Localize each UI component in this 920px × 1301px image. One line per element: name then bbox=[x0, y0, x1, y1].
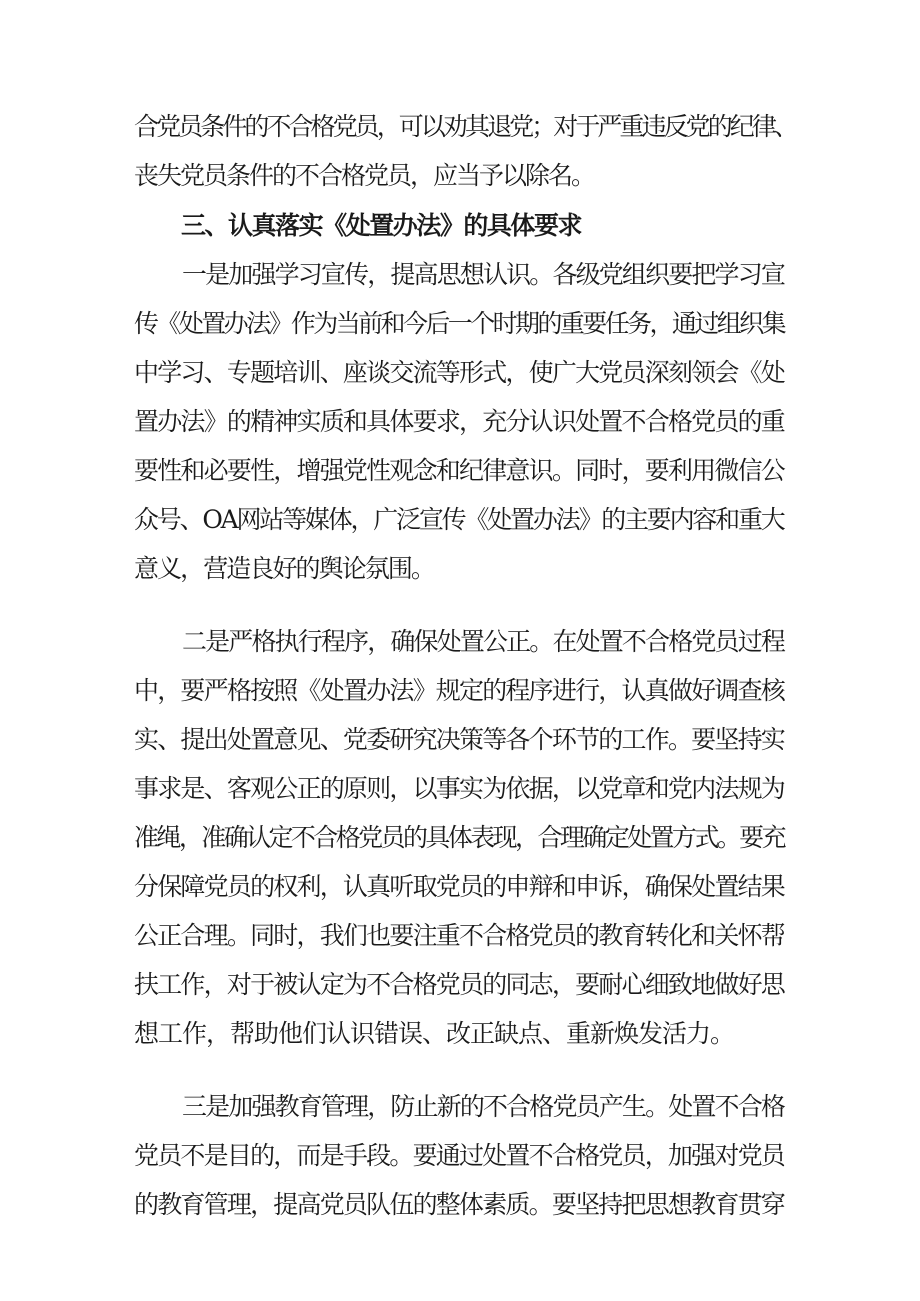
body-line: 众号、OA网站等媒体，广泛宣传《处置办法》的主要内容和重大 bbox=[134, 505, 784, 534]
body-line: 党员不是目的，而是手段。要通过处置不合格党员，加强对党员 bbox=[134, 1141, 785, 1170]
body-line: 中，要严格按照《处置办法》规定的程序进行，认真做好调查核 bbox=[134, 676, 785, 705]
body-line: 传《处置办法》作为当前和今后一个时期的重要任务，通过组织集 bbox=[134, 309, 785, 338]
paragraph-first-line: 二是严格执行程序，确保处置公正。在处置不合格党员过程 bbox=[182, 627, 785, 656]
body-line: 合党员条件的不合格党员，可以劝其退党；对于严重违反党的纪律、 bbox=[134, 112, 797, 141]
body-line: 丧失党员条件的不合格党员，应当予以除名。 bbox=[134, 161, 595, 190]
body-line: 置办法》的精神实质和具体要求，充分认识处置不合格党员的重 bbox=[134, 407, 785, 436]
body-line: 公正合理。同时，我们也要注重不合格党员的教育转化和关怀帮 bbox=[134, 921, 785, 950]
paragraph-first-line: 三是加强教育管理，防止新的不合格党员产生。处置不合格 bbox=[182, 1092, 785, 1121]
body-line: 实、提出处置意见、党委研究决策等各个环节的工作。要坚持实 bbox=[134, 725, 785, 754]
body-line: 分保障党员的权利，认真听取党员的申辩和申诉，确保处置结果 bbox=[134, 872, 785, 901]
body-line: 意义，营造良好的舆论氛围。 bbox=[134, 554, 435, 583]
body-line: 中学习、专题培训、座谈交流等形式，使广大党员深刻领会《处 bbox=[134, 358, 785, 387]
body-line: 要性和必要性，增强党性观念和纪律意识。同时，要利用微信公 bbox=[134, 456, 785, 485]
body-line: 事求是、客观公正的原则，以事实为依据，以党章和党内法规为 bbox=[134, 774, 785, 803]
section-heading: 三、认真落实《处置办法》的具体要求 bbox=[181, 211, 582, 240]
body-line: 扶工作，对于被认定为不合格党员的同志，要耐心细致地做好思 bbox=[134, 970, 785, 999]
paragraph-first-line: 一是加强学习宣传，提高思想认识。各级党组织要把学习宣 bbox=[182, 260, 785, 289]
body-line: 的教育管理，提高党员队伍的整体素质。要坚持把思想教育贯穿 bbox=[134, 1190, 785, 1219]
body-line: 准绳，准确认定不合格党员的具体表现，合理确定处置方式。要充 bbox=[134, 823, 785, 852]
body-line: 想工作，帮助他们认识错误、改正缺点、重新焕发活力。 bbox=[134, 1019, 735, 1048]
